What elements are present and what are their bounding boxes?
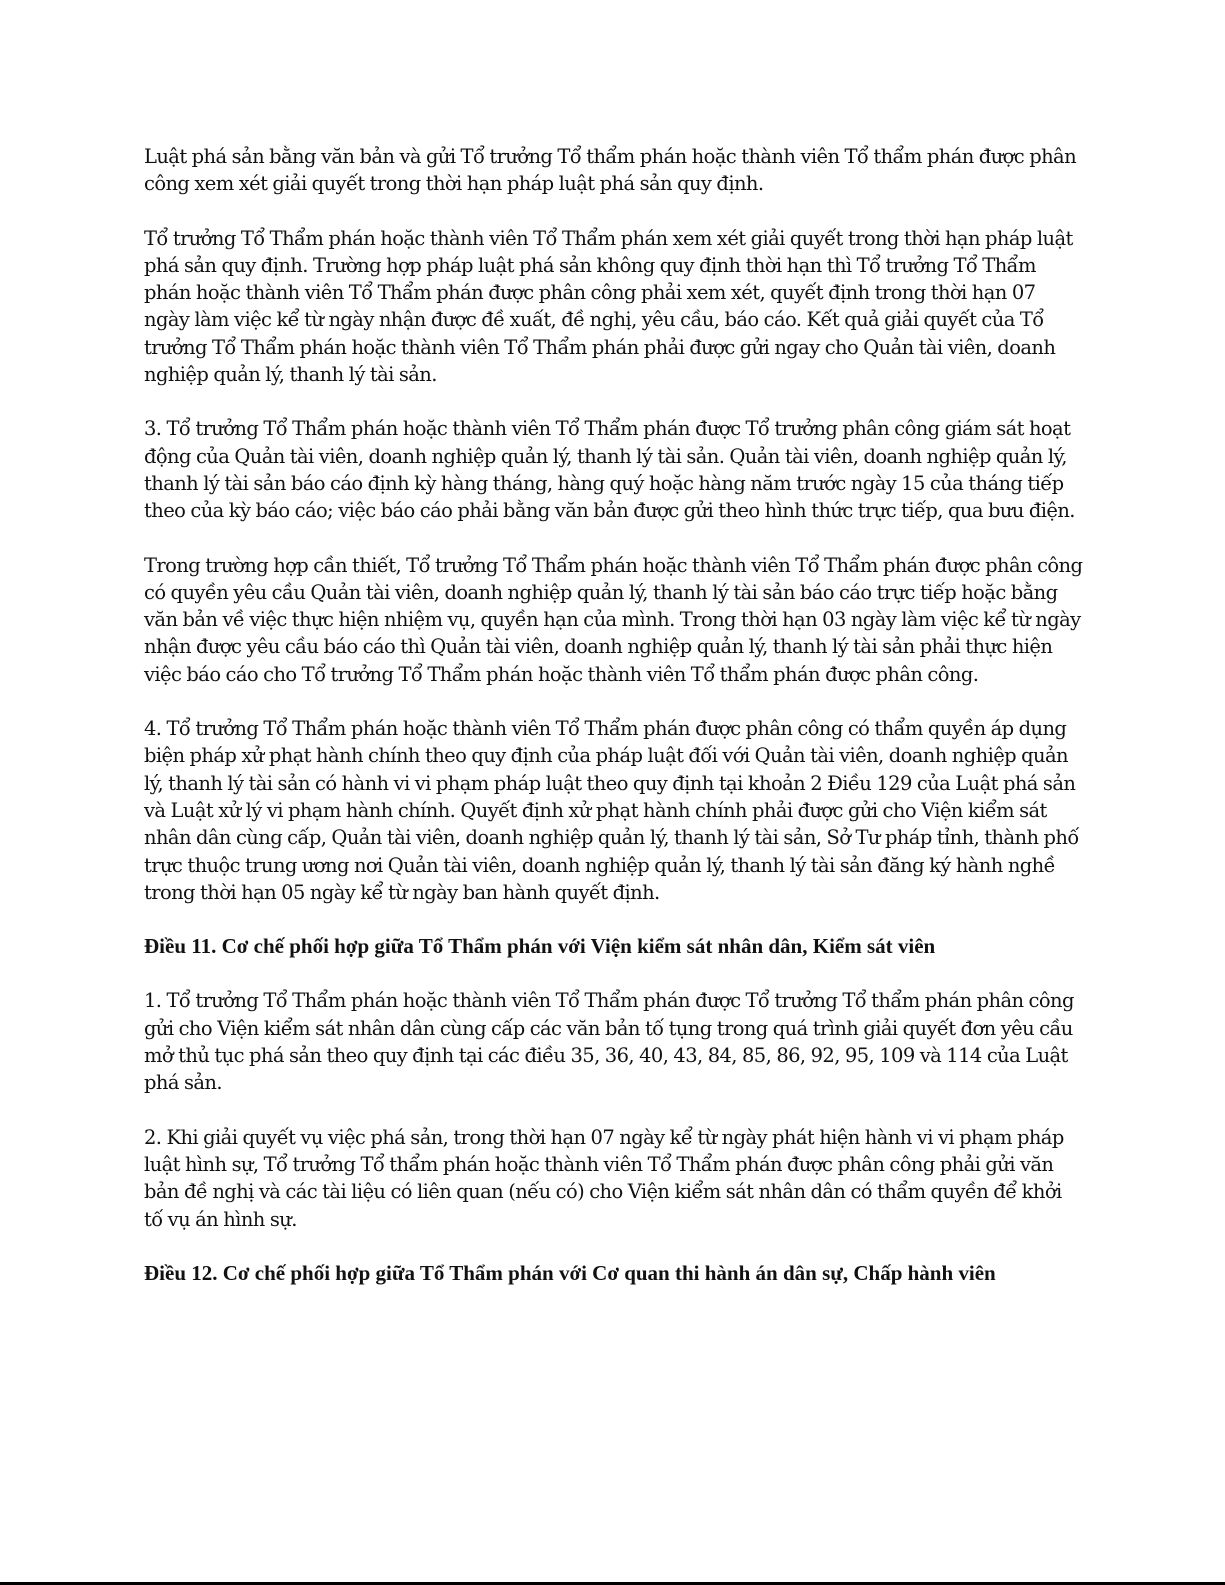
- paragraph: 2. Khi giải quyết vụ việc phá sản, trong thời hạn 07 ngày kể từ ngày phát hiện hành vi vi phạm pháp luật hình sự, Tổ trưởng Tổ thẩm phán hoặc thành viên Tổ Thẩm phán được phân công phải gửi văn bản đề nghị và các tài liệu có liên quan (nếu có) cho Viện kiểm sát nhân dân có thẩm quyền để khởi tố vụ án hình sự.: [144, 1125, 1064, 1231]
- paragraph: Tổ trưởng Tổ Thẩm phán hoặc thành viên Tổ Thẩm phán xem xét giải quyết trong thời hạn pháp luật phá sản quy định. Trường hợp pháp luật phá sản không quy định thời hạn thì Tổ trưởng Tổ Thẩm phán hoặc thành viên Tổ Thẩm phán được phân công phải xem xét, quyết định trong thời hạn 07 ngày làm việc kể từ ngày nhận được đề xuất, đề nghị, yêu cầu, báo cáo. Kết quả giải quyết của Tổ trưởng Tổ Thẩm phán hoặc thành viên Tổ Thẩm phán phải được gửi ngay cho Quản tài viên, doanh nghiệp quản lý, thanh lý tài sản.: [144, 226, 1073, 387]
- article-heading: Điều 11. Cơ chế phối hợp giữa Tổ Thẩm phán với Viện kiểm sát nhân dân, Kiểm sát viên: [144, 934, 936, 959]
- paragraph: 1. Tổ trưởng Tổ Thẩm phán hoặc thành viên Tổ Thẩm phán được Tổ trưởng Tổ thẩm phán phân công gửi cho Viện kiểm sát nhân dân cùng cấp các văn bản tố tụng trong quá trình giải quyết đơn yêu cầu mở thủ tục phá sản theo quy định tại các điều 35, 36, 40, 43, 84, 85, 86, 92, 95, 109 và 114 của Luật phá sản.: [144, 989, 1074, 1095]
- article-heading: Điều 12. Cơ chế phối hợp giữa Tổ Thẩm phán với Cơ quan thi hành án dân sự, Chấp hành viên: [144, 1260, 996, 1285]
- document-page: [144, 143, 1084, 1314]
- paragraph: 3. Tổ trưởng Tổ Thẩm phán hoặc thành viên Tổ Thẩm phán được Tổ trưởng phân công giám sát hoạt động của Quản tài viên, doanh nghiệp quản lý, thanh lý tài sản. Quản tài viên, doanh nghiệp quản lý, thanh lý tài sản báo cáo định kỳ hàng tháng, hàng quý hoặc hàng năm trước ngày 15 của tháng tiếp theo của kỳ báo cáo; việc báo cáo phải bằng văn bản được gửi theo hình thức trực tiếp, qua bưu điện.: [144, 417, 1075, 523]
- paragraph: Luật phá sản bằng văn bản và gửi Tổ trưởng Tổ thẩm phán hoặc thành viên Tổ thẩm phán được phân công xem xét giải quyết trong thời hạn pháp luật phá sản quy định.: [144, 145, 1077, 196]
- paragraph: Trong trường hợp cần thiết, Tổ trưởng Tổ Thẩm phán hoặc thành viên Tổ Thẩm phán được phân công có quyền yêu cầu Quản tài viên, doanh nghiệp quản lý, thanh lý tài sản báo cáo trực tiếp hoặc bằng văn bản về việc thực hiện nhiệm vụ, quyền hạn của mình. Trong thời hạn 03 ngày làm việc kể từ ngày nhận được yêu cầu báo cáo thì Quản tài viên, doanh nghiệp quản lý, thanh lý tài sản phải thực hiện việc báo cáo cho Tổ trưởng Tổ Thẩm phán hoặc thành viên Tổ thẩm phán được phân công.: [144, 553, 1083, 686]
- paragraph: 4. Tổ trưởng Tổ Thẩm phán hoặc thành viên Tổ Thẩm phán được phân công có thẩm quyền áp dụng biện pháp xử phạt hành chính theo quy định của pháp luật đối với Quản tài viên, doanh nghiệp quản lý, thanh lý tài sản có hành vi vi phạm pháp luật theo quy định tại khoản 2 Điều 129 của Luật phá sản và Luật xử lý vi phạm hành chính. Quyết định xử phạt hành chính phải được gửi cho Viện kiểm sát nhân dân cùng cấp, Quản tài viên, doanh nghiệp quản lý, thanh lý tài sản, Sở Tư pháp tỉnh, thành phố trực thuộc trung ương nơi Quản tài viên, doanh nghiệp quản lý, thanh lý tài sản đăng ký hành nghề trong thời hạn 05 ngày kể từ ngày ban hành quyết định.: [144, 717, 1079, 904]
